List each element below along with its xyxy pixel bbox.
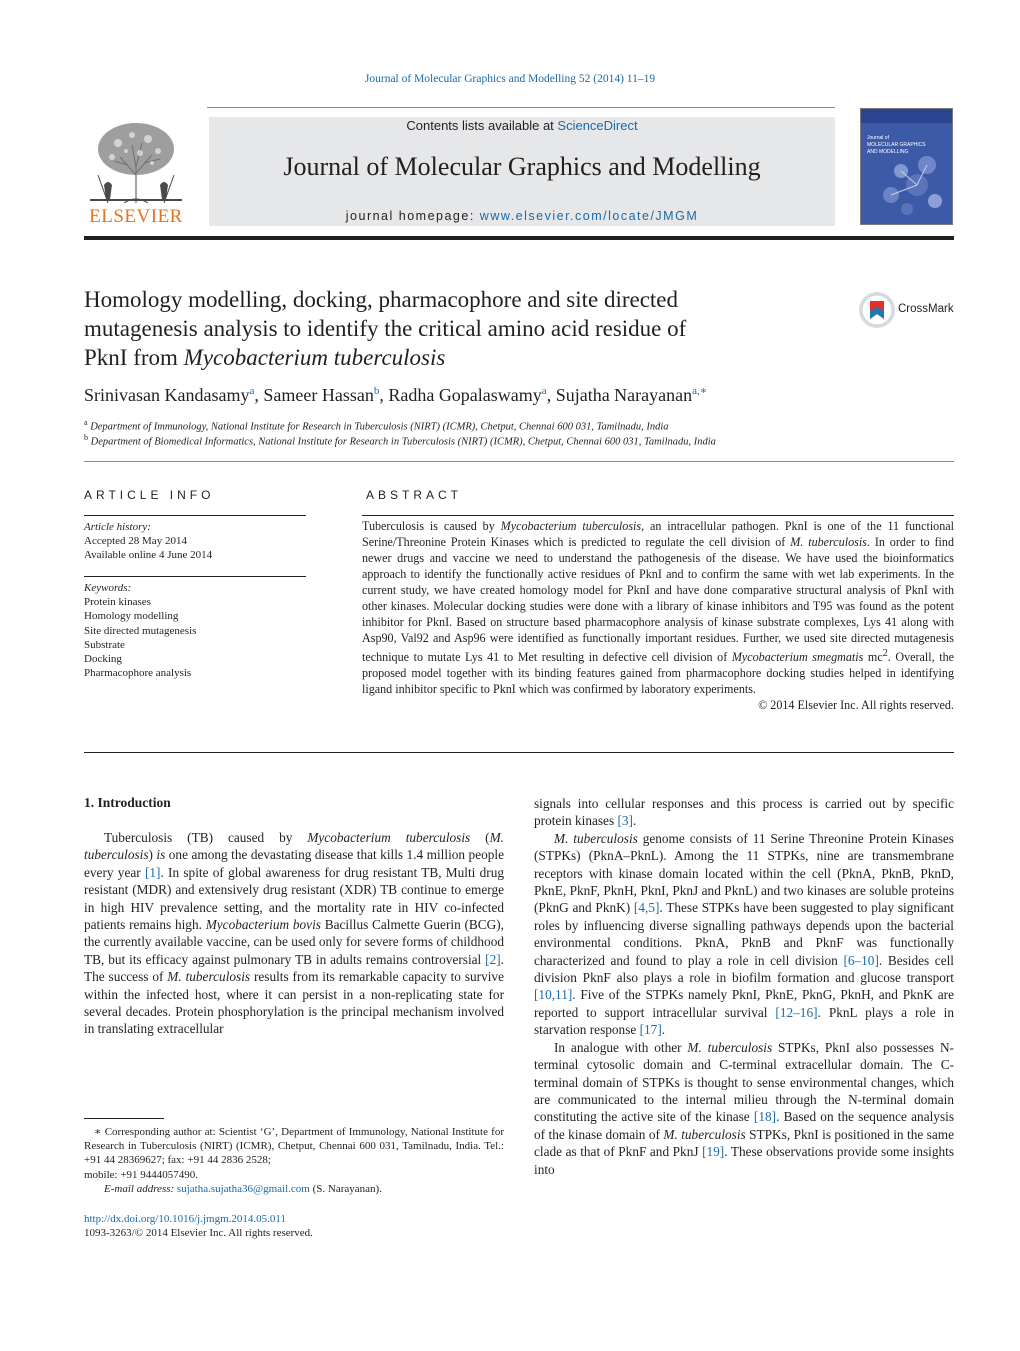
article-title: Homology modelling, docking, pharmacophore and site directed mutagenesis analysis to identify the critical amino acid residue of PknI from Mycobacterium tuberculosis (84, 287, 687, 370)
text-run: . The success of (84, 951, 504, 985)
article-info-rule (84, 515, 306, 516)
text-run: ) (148, 847, 157, 863)
text-run: In analogue with other (554, 1039, 688, 1055)
keywords-block: Keywords: Protein kinases Homology modelling Site directed mutagenesis Substrate Docking Pharmacophore analysis (84, 582, 197, 680)
italic-run: Mycobacterium tuberculosis (307, 830, 471, 845)
reference-link[interactable]: [19] (702, 1144, 725, 1160)
journal-citation[interactable]: Journal of Molecular Graphics and Modelling 52 (2014) 11–19 (364, 73, 656, 85)
author-separator: , (546, 385, 556, 405)
text-run: Bacillus Calmette Guerin (BCG), the currently available vaccine, can be used only for severe forms of childhood TB, but its efficacy against pulmonary TB in adults remains controversial (84, 917, 504, 967)
abstract-bottom-rule (84, 752, 954, 753)
keyword: Homology modelling (84, 610, 179, 623)
keyword: Docking (84, 653, 122, 666)
cover-title-line3: AND MODELLING (867, 149, 909, 155)
author-affiliation-marker[interactable]: a (249, 385, 255, 397)
header-top-rule (207, 107, 835, 108)
footnote-rule (84, 1118, 164, 1119)
reference-link[interactable]: [12–16] (775, 1004, 818, 1020)
text-run: . In spite of global awareness for drug resistant TB, Multi drug resistant (MDR) and extensively drug resistant (XDR) TB continue to emerge in high HIV prevalence setting, and the mortality rate in HIV co-infected patients remains high. (84, 864, 504, 933)
italic-run: M. tuberculosis (663, 1126, 746, 1142)
doi-link[interactable]: http://dx.doi.org/10.1016/j.jmgm.2014.05.011 (84, 1213, 286, 1225)
italic-run: M. tuberculosis (167, 969, 251, 985)
reference-link[interactable]: [17] (639, 1022, 662, 1038)
abstract-copyright: © 2014 Elsevier Inc. All rights reserved. (758, 698, 954, 713)
email-link[interactable]: sujatha.sujatha36@gmail.com (176, 1182, 310, 1195)
text-run: . (661, 1022, 666, 1038)
text-run: . These observations provide some insights into (534, 1144, 955, 1177)
journal-name: Journal of Molecular Graphics and Modelling (283, 152, 761, 181)
affiliation-rule (84, 461, 954, 462)
intro-paragraph (84, 829, 504, 1038)
article-history: Article history: Accepted 28 May 2014 Available online 4 June 2014 (84, 521, 213, 562)
keyword: Substrate (84, 638, 125, 651)
intro-paragraph (534, 1039, 954, 1178)
crossmark-label: CrossMark (898, 303, 954, 315)
abstract-text: Tuberculosis is caused by Mycobacterium tuberculosis, an intracellular pathogen. PknI is one of the 11 functional Serine/Threonine Protein Kinases which is predicted to regulate the cell division of M. tuberculosis. In order to find newer drugs and vaccine we need to understand the pathogenesis of the disease. We have used the bioinformatics approach to identify the functionally active residues of PknI and to confirm the same with wet lab experiments. In the current study, we have created homology model for PknI and have done comparative structural analysis of PknI with other kinases. Molecular docking studies were done with a library of kinase inhibitors and T95 was found as the potent inhibitor for PknI. Based on structure based pharmacophore analysis of kinase substrate complexes, Lys 41 along with Asp90, Val92 and Asp96 were identified as functionally important residues. Further, we used site directed mutagenesis technique to mutate Lys 41 to Met resulting in defective cell division of Mycobacterium smegmatis $mc^2$. Overall, the proposed model together with its binding features gained from pharmacophore docking studies helped in identifying ligand inhibitor specific to PknI which was confirmed by laboratory experiments. © 2014 Elsevier Inc. All rights reserved. (362, 519, 955, 713)
cover-artwork (861, 109, 952, 224)
article-info-heading: ARTICLE INFO (84, 488, 215, 502)
cover-title-line2: MOLECULAR GRAPHICS (867, 142, 926, 148)
text-run: STPKs, PknI also possesses N-terminal cytosolic domain and C-terminal extracellular domain. The C-terminal domain of STPKs is thought to sense environmental changes, which are communicated to the internal milieu through the N-terminal domain constituting the active site of the kinase (534, 1039, 954, 1125)
keyword: Site directed mutagenesis (84, 624, 197, 637)
italic-run: M. tuberculosis (554, 830, 638, 846)
body-right-column (534, 795, 954, 1178)
author-name[interactable]: Sameer Hassan (263, 385, 374, 405)
cover-title-line1: Journal of (867, 135, 889, 141)
author-name[interactable]: Radha Gopalaswamy (388, 385, 542, 405)
text-run: signals into cellular responses and this process is carried out by specific protein kinases (534, 796, 954, 829)
text-run: . These STPKs have been suggested to play significant roles by influencing diverse signalling pathways depends upon the bacterial environmental conditions. PknA, PknB and PknF was functionally characterized and found to play a role in cell division (534, 900, 954, 968)
crossmark-badge[interactable] (858, 291, 958, 329)
crossmark-icon (858, 291, 896, 329)
text-run: genome consists of 11 Serine Threonine Protein Kinases (STPKs) (PknA–PknL). Among the 11 STPKs, nine are transmembrane receptors with kinase domain located within the cell (PknA, PknB, PknD, PknE, PknF, PknH, PknI, PknJ and PknL) and two kinases are soluble proteins (PknG and PknK) (534, 830, 954, 916)
affiliation-b: $^b$ Department of Biomedical Informatics, National Institute for Research in Tuberculosis (NIRT) (ICMR), Chetput, Chennai 600 031, Tamilnadu, India (84, 433, 716, 448)
text-run: STPKs, PknI is positioned in the same clade as that of PknF and PknJ (534, 1126, 954, 1160)
body-left-column (84, 829, 504, 1038)
abstract-heading: ABSTRACT (366, 488, 463, 502)
affiliation-a: $^a$ Department of Immunology, National Institute for Research in Tuberculosis (NIRT) (ICMR), Chetput, Chennai 600 031, Tamilnadu, India (84, 418, 669, 433)
author-affiliation-marker[interactable]: a (541, 385, 547, 397)
text-run: . (632, 813, 637, 829)
intro-paragraph (534, 830, 954, 1039)
author-name[interactable]: Sujatha Narayanan (555, 385, 693, 405)
author-affiliation-marker[interactable]: a,∗ (692, 385, 708, 397)
reference-link[interactable]: [18] (753, 1109, 777, 1125)
text-run: Tuberculosis (TB) caused by (104, 830, 308, 845)
reference-link[interactable]: [10,11] (534, 987, 573, 1003)
text-run: one among the devastating disease that kills 1.4 million people every year (84, 847, 504, 880)
reference-link[interactable]: [6–10] (843, 952, 879, 968)
journal-homepage-line: journal homepage: www.elsevier.com/locate/JMGM (345, 209, 699, 223)
italic-run: M. tuberculosis (84, 830, 504, 863)
intro-paragraph (534, 795, 954, 830)
abstract-rule (362, 515, 954, 516)
author-name[interactable]: Srinivasan Kandasamy (84, 385, 250, 405)
sciencedirect-link[interactable]: ScienceDirect (557, 118, 638, 133)
author-separator: , (254, 385, 264, 405)
journal-cover-thumbnail[interactable] (860, 108, 953, 225)
reference-link[interactable]: [2] (485, 951, 501, 967)
italic-run: M. tuberculosis (687, 1039, 773, 1055)
issn-copyright: 1093-3263/© 2014 Elsevier Inc. All rights reserved. (84, 1227, 313, 1240)
reference-link[interactable]: [1] (144, 864, 161, 880)
contents-line: Contents lists available at ScienceDirect (406, 118, 638, 133)
doi-block (84, 1212, 313, 1240)
italic-run: is (156, 847, 166, 863)
keyword: Pharmacophore analysis (84, 667, 192, 680)
author-affiliation-marker[interactable]: b (373, 385, 380, 397)
corresponding-author-footnote: ∗ Corresponding author at: Scientist ‘G’, Department of Immunology, National Institute for Research in Tuberculosis (NIRT) (ICMR), Chetput, Chennai 600 031, Tamilnadu, India. Tel.: +91 44 28369627; fax: +91 44 2836 2528; mobile: +91 9444057490. E-mail address: sujatha.sujatha36@gmail.com (S. Narayanan). (84, 1126, 504, 1195)
text-run: ( (470, 830, 490, 845)
keywords-rule (84, 576, 306, 577)
text-run: . Five of the STPKs namely PknI, PknE, PknG, PknH, and PknK are reported to support intracellular survival (534, 987, 954, 1020)
text-run: . Based on the sequence analysis of the kinase domain of (534, 1109, 954, 1142)
elsevier-wordmark: ELSEVIER (89, 206, 183, 227)
text-run: . Besides cell division PknF also plays a role in biofilm formation and glucose transport (534, 952, 955, 986)
keyword: Protein kinases (84, 596, 151, 609)
text-run: . PknL plays a role in starvation response (534, 1004, 954, 1038)
italic-run: Mycobacterium bovis (205, 917, 321, 933)
introduction-heading: 1. Introduction (84, 795, 171, 810)
author-separator: , (379, 385, 389, 405)
reference-link[interactable]: [4,5] (633, 900, 660, 916)
author-list (84, 384, 707, 406)
text-run: results from its remarkable capacity to survive within the infected host, where it can persist in a non-replicating state for several decades. Protein phosphorylation is the principal mechanism involved in translating extracellular (84, 969, 504, 1037)
journal-homepage-link[interactable]: www.elsevier.com/locate/JMGM (479, 209, 699, 223)
header-thick-rule (84, 236, 954, 240)
reference-link[interactable]: [3] (617, 813, 633, 829)
